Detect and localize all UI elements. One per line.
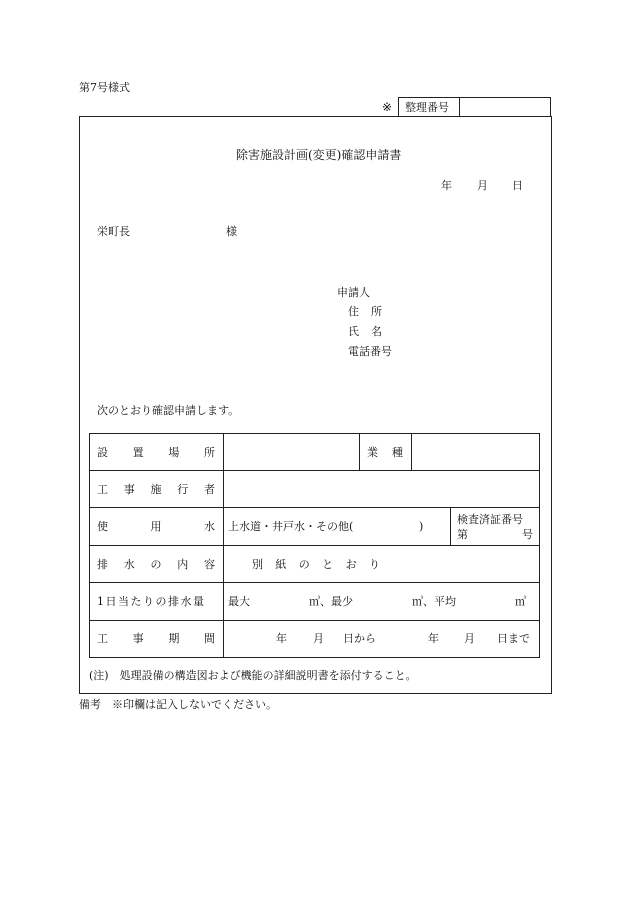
addressee-honorific: 様: [226, 225, 237, 238]
drainage-label: 排 水 の 内 容: [97, 558, 215, 571]
inspection-cert-prefix: 第: [457, 528, 468, 541]
page-title: 除害施設計画(変更)確認申請書: [236, 148, 402, 162]
industry-field[interactable]: [412, 434, 539, 470]
office-use-box: [398, 97, 551, 117]
addressee-name: 栄町長: [97, 225, 130, 238]
period-start-year: 年: [276, 632, 287, 645]
location-field[interactable]: [224, 434, 359, 470]
drainage-value: 別 紙 の と お り: [252, 558, 380, 571]
period-end-month: 月: [464, 632, 475, 645]
daily-volume-avg-label: ㎥、平均: [412, 595, 456, 608]
office-use-number-field[interactable]: [460, 98, 550, 116]
office-use-label: 整理番号: [405, 101, 449, 114]
location-label: 設 置 場 所: [97, 446, 215, 459]
contractor-label: 工 事 施 行 者: [97, 483, 215, 496]
daily-volume-unit: ㎥: [515, 595, 526, 608]
contractor-field[interactable]: [224, 471, 539, 507]
date-day: 日: [512, 179, 523, 192]
remark-text: 備考 ※印欄は記入しないでください。: [79, 698, 277, 711]
table-row-line: [89, 507, 540, 508]
daily-volume-max-label: 最大: [228, 595, 250, 608]
period-end-year: 年: [428, 632, 439, 645]
period-label: 工 事 期 間: [97, 632, 215, 645]
inspection-cert-label: 検査済証番号: [457, 513, 523, 526]
applicant-heading: 申請人: [337, 286, 370, 299]
date-year: 年: [441, 179, 452, 192]
applicant-phone-label: 電話番号: [348, 345, 392, 358]
applicant-name-label: 氏 名: [348, 325, 382, 338]
form-number: 第7号様式: [79, 81, 130, 94]
period-end-day: 日まで: [497, 632, 530, 645]
period-start-month: 月: [313, 632, 324, 645]
office-use-mark: ※: [382, 100, 393, 114]
daily-volume-min-label: ㎥、最少: [309, 595, 353, 608]
intro-text: 次のとおり確認申請します。: [97, 404, 240, 417]
period-start-day: 日から: [343, 632, 376, 645]
date-month: 月: [477, 179, 488, 192]
table-col-line: [359, 433, 360, 470]
table-row-line: [89, 620, 540, 621]
industry-label: 業 種: [367, 446, 403, 459]
water-source-close-paren: ): [419, 520, 424, 533]
table-col-line: [450, 507, 451, 545]
note-text: (注) 処理設備の構造図および機能の詳細説明書を添付すること。: [89, 669, 417, 682]
table-row-line: [89, 582, 540, 583]
daily-volume-label: 1日当たりの排水量: [97, 595, 206, 608]
water-source-options[interactable]: 上水道・井戸水・その他(: [228, 520, 354, 533]
applicant-address-label: 住 所: [348, 305, 382, 318]
inspection-cert-suffix: 号: [522, 528, 533, 541]
water-label: 使 用 水: [97, 520, 215, 533]
table-row-line: [89, 545, 540, 546]
